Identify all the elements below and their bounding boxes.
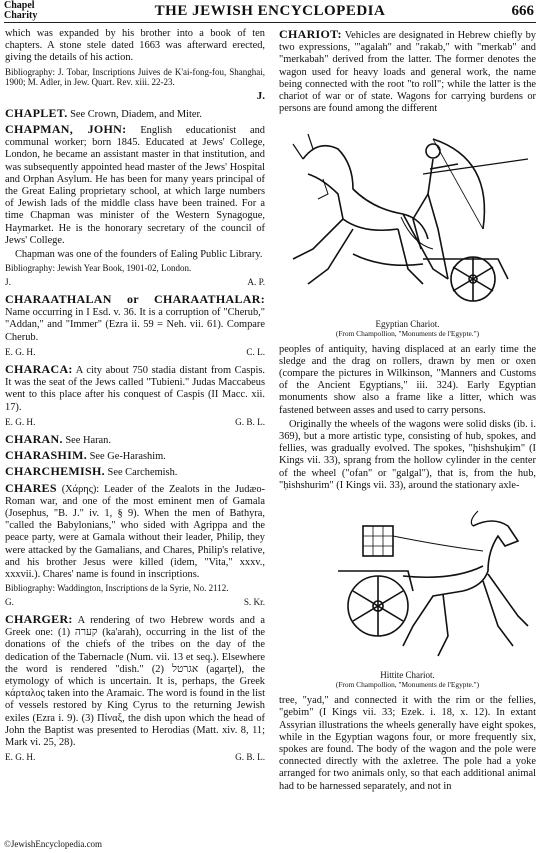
entry-chapman: CHAPMAN, JOHN: English educationist and communal worker; born 1845. Educated at Jews' College, London, he became an assistant master in that institution, and was subsequently appointed head master of the Jews' Hospital and Orphan Asylum. He has been for many years principal of the Great Ealing proprietary school, at which large numbers of Jewish lads of the middle class have been trained. For a time Chapman was minister of the Western Synagogue, Haymarket. He is the honorary secretary of the council of Jews' College.: [5, 122, 265, 246]
page-number: 666: [511, 3, 534, 19]
signature-left: G.: [5, 596, 14, 607]
intro-paragraph: which was expanded by his brother into a book of ten chapters. A stone stele dated 1663 was afterward erected, giving the details of his action.: [5, 28, 265, 64]
right-column: [279, 28, 536, 795]
headword-charger: CHARGER:: [5, 611, 73, 626]
chares-bibliography: Bibliography: Waddington, Inscriptions de la Syrie, No. 2112.: [5, 583, 229, 594]
page-header: [0, 0, 540, 20]
entry-chaplet: CHAPLET. See Crown, Diadem, and Miter.: [5, 105, 203, 120]
entry-chariot: CHARIOT: Vehicles are designated in Hebrew chiefly by two expressions, "'agalah" and "rakab," with "merkab" and "merkabah" derived from the latter. The former denotes the wagon used for heavy loads and general work, the name being connected with the root "to roll"; while the latter is the chariot of war or of state. Wagons for carrying burdens or persons are found among the different: [279, 27, 536, 115]
signature-left: E. G. H.: [5, 752, 36, 763]
left-column: [5, 28, 265, 768]
chariot-paragraph-4: tree, "yad," and connected it with the rim or the fellies, "gebim" (I Kings vii. 33; Ezek. i. 18, x. 12). In extant Assyrian illustrations the wheels generally have eight spokes, while in the Egyptian wagons four, or more frequently six, spokes are found. The body of the wagon and the pole were connected directly with the axletree. The pole had a yoke arranged for two animals only, so that each additional animal had to be harnessed separately, and not in: [279, 695, 536, 792]
egyptian-chariot-illustration: [283, 119, 533, 314]
headword-chaplet: CHAPLET.: [5, 105, 68, 120]
signature-right: A. P.: [247, 276, 265, 287]
headword-characa: CHARACA:: [5, 361, 73, 376]
intro-bibliography: Bibliography: J. Tobar, Inscriptions Juives de K'ai-fong-fou, Shanghai, 1900; M. Adler, in Jew. Quart. Rev. xiii. 22-23.: [5, 66, 265, 88]
hittite-chariot-illustration: [283, 496, 533, 666]
headword-charashim: CHARASHIM.: [5, 448, 88, 463]
entry-charaathalan: CHARAATHALAN or CHARAATHALAR: Name occurring in I Esd. v. 36. It is a corruption of "Cherub," "Addan," and "Immer" (Ezra ii. 59 = Neh. vii. 61). Compare Cherub.: [5, 291, 265, 343]
headword-chapman: CHAPMAN, JOHN:: [5, 122, 127, 137]
entry-charchemish: CHARCHEMISH. See Carchemish.: [5, 464, 178, 479]
headword-charchemish: CHARCHEMISH.: [5, 464, 105, 479]
headword-chariot: CHARIOT:: [279, 27, 342, 41]
entry-characa: CHARACA: A city about 750 stadia distant from Caspis. It was the seat of the Jews called "Tubieni." Judas Maccabeus went to this place after his conquest of Caspis (II Macc. xii. 17).: [5, 361, 265, 413]
signature-right: S. Kr.: [243, 596, 265, 607]
signature-left: E. G. H.: [5, 416, 36, 427]
footer-copyright: ©JewishEncyclopedia.com: [4, 839, 103, 849]
hittite-chariot-figure: [279, 496, 536, 689]
signature-right: C. L.: [246, 346, 265, 357]
signature-right: G. B. L.: [235, 416, 265, 427]
headword-chares: CHARES: [5, 480, 57, 495]
range-start: Chapel: [4, 0, 35, 11]
header-rule: [4, 22, 536, 23]
figure-source: (From Champollion, "Monuments de l'Egypte."): [335, 680, 480, 690]
page-title: THE JEWISH ENCYCLOPEDIA: [154, 3, 386, 19]
chariot-paragraph-3: Originally the wheels of the wagons were solid disks (ib. i. 369), but a more artistic type, consisting of hub, spokes, and fellies, was gradually evolved. The spokes, "ḥishshuḳim" (I Kings vii. 33), sprang from the hollow cylinder in the center of the wheel ("ofan" or "galgal"), that is, from the hub, "ḥishshurim" (I Kings vii. 33), around the stationary axle-: [279, 418, 536, 491]
figure-caption: Hittite Chariot.: [380, 670, 435, 681]
figure-source: (From Champollion, "Monuments de l'Egypte."): [335, 328, 480, 338]
signature-left: J.: [5, 276, 11, 287]
entry-charan: CHARAN. See Haran.: [5, 431, 111, 446]
entry-charashim: CHARASHIM. See Ge-Harashim.: [5, 448, 166, 463]
range-end: Charity: [4, 10, 38, 21]
entry-chares: CHARES (Χάρης): Leader of the Zealots in the Judæo-Roman war, and one of the most eminent men of Gamala (Josephus, "B. J." iv. 1, § 9). When the men of Bathyra, "called the Babylonians," who sided with Agrippa and the peace party, were at Gamala without their leader, Philip, they were attacked by the Gamalians, and Chares, Philip's relative, and his brother Jesus were killed (idem, "Vita," xxxv., xxxvii.). Chares' name is found in inscriptions.: [5, 480, 265, 581]
chariot-paragraph-2: peoples of antiquity, having displaced at an early time the sledge and the drag on rollers, drawn by men or oxen (compare the pictures in Wilkinson, "Manners and Customs of the Ancient Egyptians," iii. 324). Early Egyptian monuments show also a frame like a litter, which was fastened between asses and used to carry persons.: [279, 343, 536, 416]
entry-charger: CHARGER: A rendering of two Hebrew words and a Greek one: (1) קערה (ka'arah), occurring in the list of the donations of the chiefs of the tribes on the day of the dedication of the Tabernacle (Num. vii. 13 et seq.). Elsewhere the word is rendered "dish." (2) אגרטל (agarṭel), the etymology of which is uncertain. It is, perhaps, the Greek κάρταλος taken into the Aramaic. The word is found in the list of vessels restored by King Cyrus to the returning Jewish exiles (Ezra i. 9). (3) Πίναξ, the dish upon which the head of John the Baptist was presented to Herodias (Matt. xiv. 8, 11; Mark vi. 25, 28).: [5, 611, 266, 748]
signature-right: G. B. L.: [235, 752, 265, 763]
headword-charan: CHARAN.: [5, 431, 63, 446]
intro-signature: J.: [256, 89, 265, 102]
headword-charaathalan: CHARAATHALAN or CHARAATHALAR:: [5, 291, 265, 306]
entry-chapman-cont: Chapman was one of the founders of Ealing Public Library.: [15, 249, 263, 261]
chapman-bibliography: Bibliography: Jewish Year Book, 1901-02, London.: [5, 263, 192, 274]
signature-left: E. G. H.: [5, 346, 36, 357]
figure-caption: Egyptian Chariot.: [375, 318, 440, 329]
egyptian-chariot-figure: [279, 119, 536, 337]
